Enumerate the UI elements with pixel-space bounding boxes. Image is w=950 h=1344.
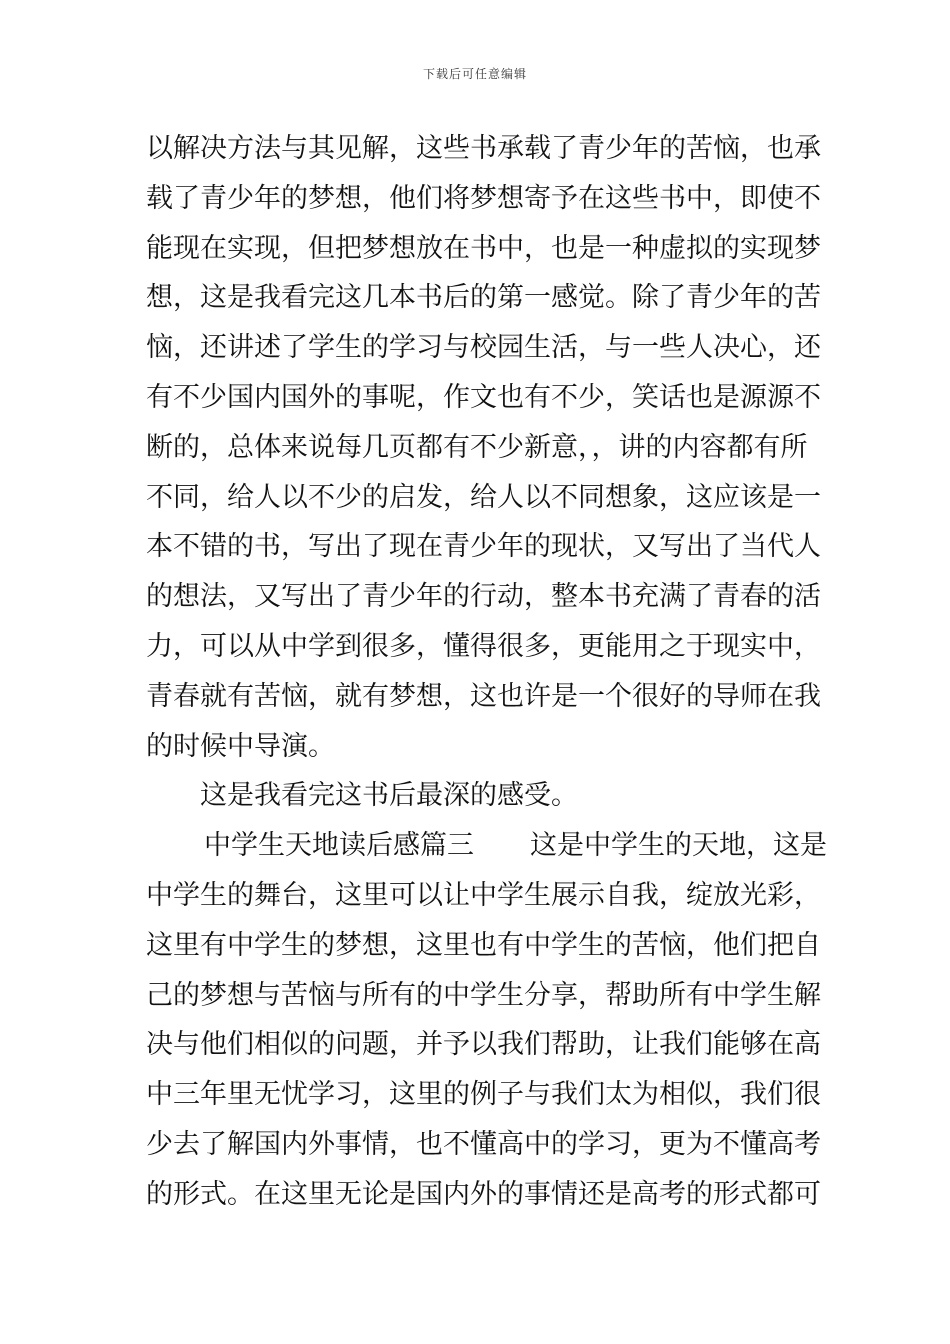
text-line: 中三年里无忧学习，这里的例子与我们太为相似，我们很 bbox=[146, 1079, 821, 1111]
text-line: 不同，给人以不少的启发，给人以不同想象，这应该是一 bbox=[146, 481, 821, 513]
text-line: 己的梦想与苦恼与所有的中学生分享，帮助所有中学生解 bbox=[146, 979, 821, 1011]
text-line: 想，这是我看完这几本书后的第一感觉。除了青少年的苦 bbox=[146, 282, 821, 314]
header-note: 下载后可任意编辑 bbox=[422, 67, 527, 81]
text-line: 本不错的书，写出了现在青少年的现状，又写出了当代人 bbox=[146, 531, 821, 563]
text-line: 的形式。在这里无论是国内外的事情还是高考的形式都可 bbox=[146, 1178, 821, 1210]
document-body bbox=[146, 124, 827, 1220]
text-line: 力，可以从中学到很多，懂得很多，更能用之于现实中， bbox=[146, 630, 821, 662]
paragraph-2: 这是我看完这书后最深的感受。 bbox=[200, 780, 578, 812]
text-line: 少去了解国内外事情，也不懂高中的学习，更为不懂高考 bbox=[146, 1128, 821, 1160]
text-line: 载了青少年的梦想，他们将梦想寄予在这些书中，即使不 bbox=[146, 182, 821, 214]
text-line: 决与他们相似的问题，并予以我们帮助，让我们能够在高 bbox=[146, 1029, 821, 1061]
text-line: 能现在实现，但把梦想放在书中，也是一种虚拟的实现梦 bbox=[146, 232, 821, 264]
text-line: 断的，总体来说每几页都有不少新意，，讲的内容都有所 bbox=[146, 431, 808, 463]
section-heading-line bbox=[146, 821, 827, 871]
text-line: 恼，还讲述了学生的学习与校园生活，与一些人决心，还 bbox=[146, 332, 821, 364]
text-line: 这里有中学生的梦想，这里也有中学生的苦恼，他们把自 bbox=[146, 929, 821, 961]
section-title: 中学生天地读后感篇三 bbox=[204, 830, 474, 862]
text-line: 中学生的舞台，这里可以让中学生展示自我，绽放光彩， bbox=[146, 879, 821, 911]
section-first-text: 这是中学生的天地，这是 bbox=[530, 830, 827, 862]
text-line: 青春就有苦恼，就有梦想，这也许是一个很好的导师在我 bbox=[146, 680, 821, 712]
text-line: 以解决方法与其见解，这些书承载了青少年的苦恼，也承 bbox=[146, 133, 821, 164]
text-line: 有不少国内国外的事呢，作文也有不少，笑话也是源源不 bbox=[146, 381, 821, 413]
text-line: 的想法，又写出了青少年的行动，整本书充满了青春的活 bbox=[146, 581, 821, 613]
text-line: 的时候中导演。 bbox=[146, 730, 335, 762]
